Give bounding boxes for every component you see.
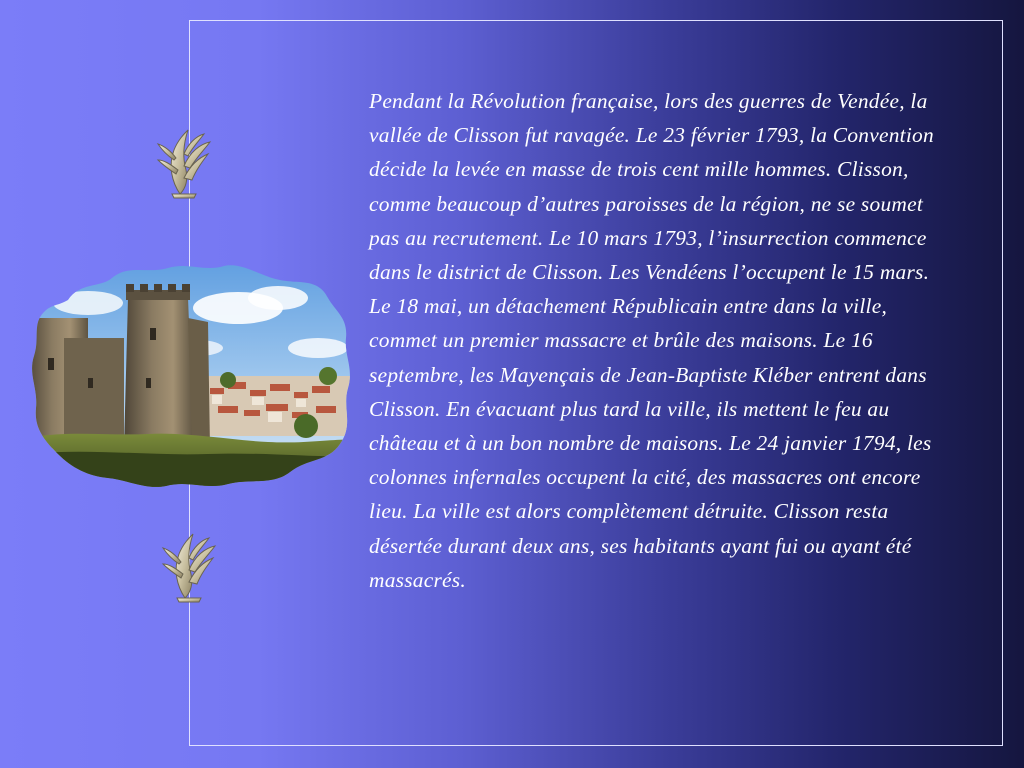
fleur-ornament-icon <box>155 526 225 606</box>
fleur-ornament-icon <box>150 122 220 202</box>
clisson-castle-photo <box>28 258 353 490</box>
history-paragraph: Pendant la Révolution française, lors des guerres de Vendée, la vallée de Clisson fut ravagée. Le 23 février 1793, la Convention décide la levée en masse de trois cent mille hommes. Clisson, comme beaucoup d’autres paroisses de la région, ne se soumet pas au recrutement. Le 10 mars 1793, l’insurrection commence dans le district de Clisson. Les Vendéens l’occupent le 15 mars. Le 18 mai, un détachement Républicain entre dans la ville, commet un premier massacre et brûle des maisons. Le 16 septembre, les Mayençais de Jean-Baptiste Kléber entrent dans Clisson. En évacuant plus tard la ville, ils mettent le feu au château et à un bon nombre de maisons. Le 24 janvier 1794, les colonnes infernales occupent la cité, des massacres ont encore lieu. La ville est alors complètement détruite. Clisson resta désertée durant deux ans, ses habitants ayant fui ou ayant été massacrés. <box>369 89 934 592</box>
